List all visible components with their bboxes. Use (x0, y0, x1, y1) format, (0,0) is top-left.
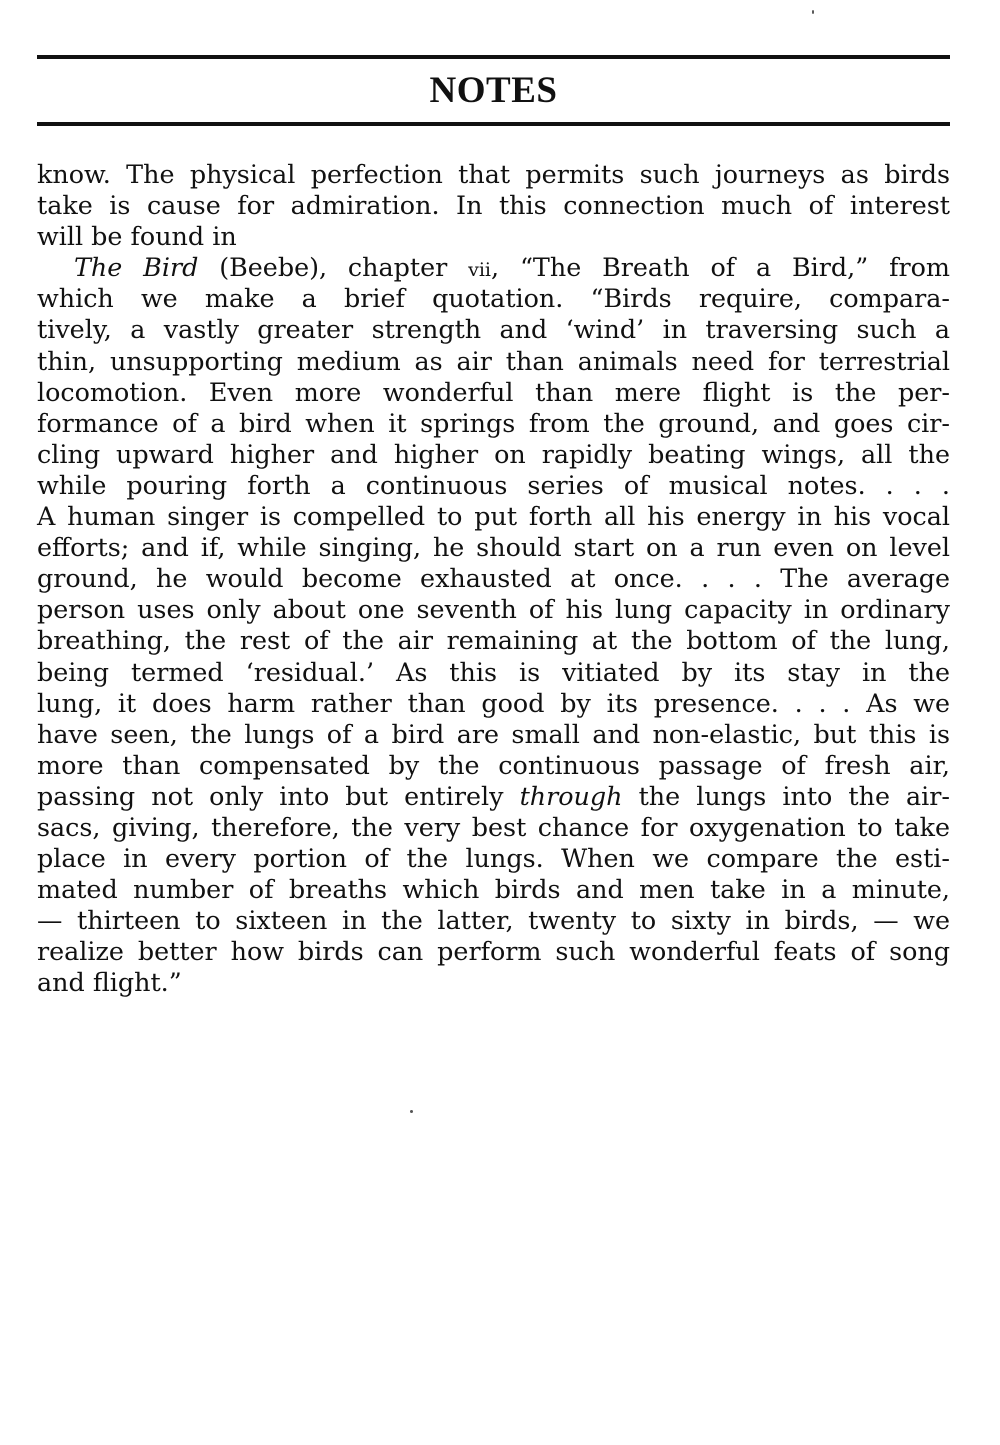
text-line-3: will be found in (37, 221, 237, 252)
header-rule-bottom (37, 122, 950, 126)
text-line-22: sacs, giving, therefore, the very best chance for oxygenation to take (37, 811, 950, 842)
citation-text-a: (Beebe), chapter (198, 252, 469, 283)
text-line-16: breathing, the rest of the air remaining at the bottom of the lung, (37, 625, 950, 656)
text-line-24: mated number of breaths which birds and men take in a minute, (37, 874, 950, 905)
text-line-19: have seen, the lungs of a bird are small and non-elastic, but this is (37, 718, 950, 749)
text-line-27: and flight.” (37, 967, 182, 998)
text-line-14: ground, he would become exhausted at once. . . . The average (37, 563, 950, 594)
text-line-8: locomotion. Even more wonderful than mere flight is the per- (37, 376, 950, 407)
print-speck (410, 1110, 413, 1113)
text-line-26: realize better how birds can perform such wonderful feats of song (37, 936, 950, 967)
through-text-before: passing not only into but entirely (37, 780, 520, 811)
text-line-20: more than compensated by the continuous passage of fresh air, (37, 749, 950, 780)
text-line-6: tively, a vastly greater strength and ‘wind’ in traversing such a (37, 314, 950, 345)
text-line-25: — thirteen to sixteen in the latter, twenty to sixty in birds, — we (37, 905, 950, 936)
text-line-12: A human singer is compelled to put forth all his energy in his vocal (37, 501, 950, 532)
text-line-1: know. The physical perfection that permits such journeys as birds (37, 159, 950, 189)
header-rule-top (37, 55, 950, 59)
page-title: NOTES (429, 70, 558, 111)
text-line-18: lung, it does harm rather than good by its presence. . . . As we (37, 687, 950, 718)
text-line-15: person uses only about one seventh of his lung capacity in ordinary (37, 594, 950, 625)
emphasis-through: through (519, 780, 623, 811)
text-line-11: while pouring forth a continuous series of musical notes. . . . (37, 469, 950, 500)
text-line-4 (37, 252, 950, 283)
notes-body (37, 159, 950, 999)
text-line-5: which we make a brief quotation. “Birds require, compara- (37, 283, 950, 314)
citation-text-b: , “The Breath of a Bird,” from (491, 252, 950, 283)
text-line-23: place in every portion of the lungs. When we compare the esti- (37, 843, 950, 874)
text-line-2: take is cause for admiration. In this connection much of interest (37, 190, 950, 221)
through-text-after: the lungs into the air- (622, 780, 950, 811)
text-line-13: efforts; and if, while singing, he should start on a run even on level (37, 532, 950, 563)
chapter-numeral: vii (468, 259, 492, 282)
text-line-21 (37, 781, 950, 812)
print-speck (812, 10, 814, 14)
text-line-17: being termed ‘residual.’ As this is vitiated by its stay in the (37, 656, 950, 687)
text-line-10: cling upward higher and higher on rapidly beating wings, all the (37, 438, 950, 469)
text-line-9: formance of a bird when it springs from the ground, and goes cir- (37, 407, 950, 438)
book-title: The Bird (74, 252, 199, 283)
text-line-7: thin, unsupporting medium as air than animals need for terrestrial (37, 345, 950, 376)
